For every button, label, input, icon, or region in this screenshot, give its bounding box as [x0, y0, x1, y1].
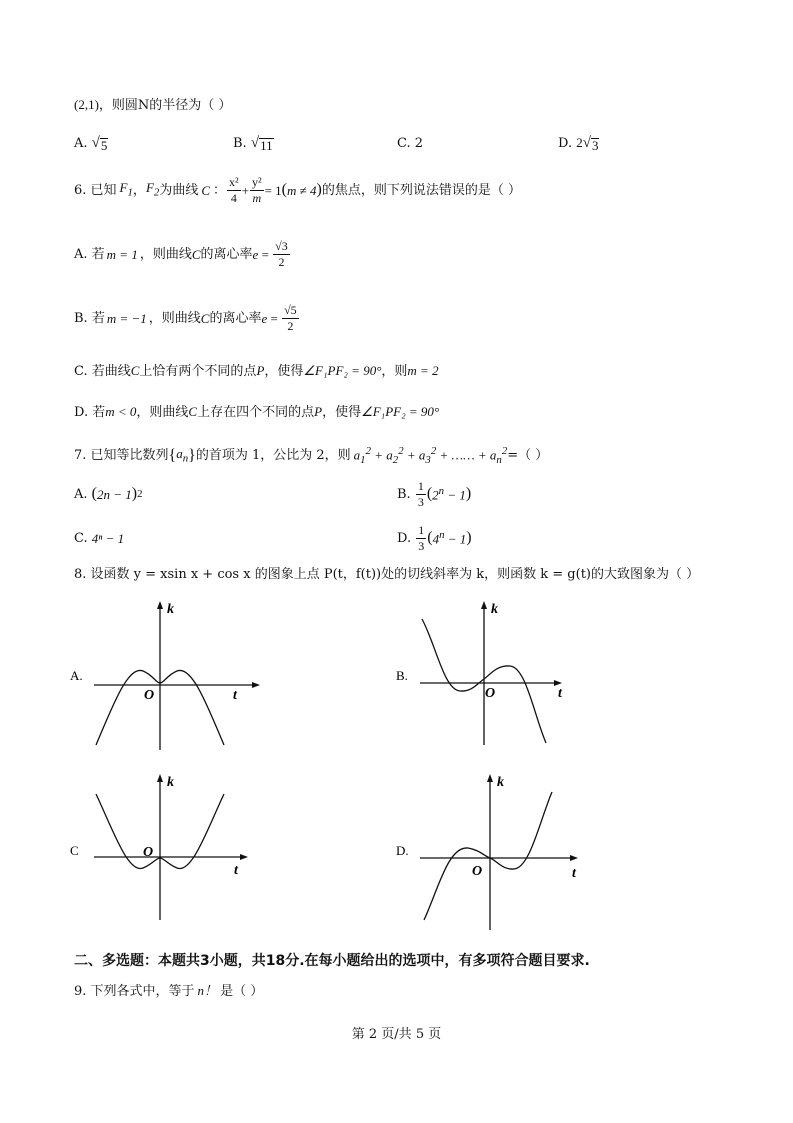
q7-option-a[interactable]: A. ( 2n − 1 ) 2 [74, 485, 143, 502]
graph-c-axis-t: t [234, 863, 238, 878]
graph-b-axis-t: t [558, 686, 562, 701]
q5-tail [74, 98, 231, 112]
graph-d-origin: O [472, 864, 483, 879]
q6-frac-x: $\frac{\text{x²}}{4}$ [229, 175, 239, 205]
graph-b-origin: O [485, 686, 496, 701]
q6-frac-y: $\frac{\text{y²}}{m}$ [251, 175, 262, 205]
graph-c[interactable] [68, 770, 268, 930]
q7-stem: 7. 已知等比数列 { $a_n$ } 的首项为 1，公比为 2，则 $a_1^2 + a_2^2 + a_3^2$ + …… + $a_n^2$ =（ ） [74, 445, 549, 466]
graph-c-origin: O [143, 845, 154, 860]
sqrt-11: √ 11 [250, 135, 273, 153]
q7-option-d[interactable]: D. $\frac{1}{3}$ ( $4^n - 1$ ) [397, 523, 472, 553]
q5-point: (2,1) [74, 97, 99, 112]
graph-a-label: A. [70, 668, 83, 683]
q7-option-c[interactable]: C. 4ⁿ − 1 [74, 531, 125, 546]
q5-option-c[interactable]: C. 2 [397, 136, 424, 151]
sqrt-3: √ 3 [582, 135, 599, 153]
graph-d-axis-t: t [572, 866, 576, 881]
q5-text: ，则圆N的半径为（ ） [98, 98, 232, 113]
q6-a-ecc: $\frac{√3}{2}$ [275, 239, 288, 269]
q7-option-b[interactable]: B. $\frac{1}{3}$ ( $2^n - 1$ ) [397, 479, 472, 509]
graph-d-curve [424, 792, 552, 920]
graph-d[interactable] [394, 770, 594, 935]
page-footer: 第 2 页/共 5 页 [351, 1027, 442, 1042]
section-2-header: 二、多选题：本题共3小题，共18分.在每小题给出的选项中，有多项符合题目要求. [74, 953, 590, 969]
graph-a-origin: O [144, 688, 155, 703]
graph-b-axis-k: k [491, 602, 498, 617]
graph-a-axis-t: t [233, 688, 237, 703]
q6-option-c[interactable]: C. 若曲线C上恰有两个不同的点P，使得∠F₁PF₂ = 90°，则m = 2 [74, 363, 439, 379]
graph-d-label: D. [396, 843, 409, 858]
q8-stem: 8. 设函数 y = xsin x + cos x 的图象上点 P(t，f(t))处的切线斜率为 k，则函数 k = g(t)的大致图象为（ ） [74, 567, 700, 582]
graph-d-axis-k: k [497, 775, 504, 790]
q5-option-a[interactable]: A. √ 5 [74, 135, 108, 153]
q5-option-b[interactable]: B. √ 11 [233, 135, 273, 153]
q6-option-d[interactable]: D. 若m < 0，则曲线C上存在四个不同的点P，使得∠F₁PF₂ = 90° [74, 404, 440, 420]
q5-option-d[interactable]: D. 2 √ 3 [558, 135, 599, 153]
q6-option-a[interactable]: A. 若 m = 1 ，则曲线 C 的离心率 e = $\frac{√3}{2}$ [74, 239, 288, 269]
graph-c-axis-k: k [167, 775, 174, 790]
graph-a-axis-k: k [167, 602, 174, 617]
graph-b[interactable] [394, 595, 594, 755]
graph-b-label: B. [396, 668, 408, 683]
q6-option-b[interactable]: B. 若 m = −1 ，则曲线 C 的离心率 e = $\frac{√5}{2}$ [74, 303, 297, 333]
sqrt-5: √ 5 [91, 135, 108, 153]
q6-stem: 6. 已知 $F_1$ ， $F_2$ 为曲线 C ： $\frac{\text{x²}}{4}$ + $\frac{\text{y²}}{m}$ = 1 ( m ≠ 4 ) 的焦点，则下列说法错误的是（ ） [74, 175, 521, 205]
graph-a[interactable] [68, 595, 268, 755]
q6-b-ecc: $\frac{√5}{2}$ [284, 303, 297, 333]
graph-c-label: C [70, 843, 79, 858]
q9-stem: 9. 下列各式中，等于 n！ 是（ ） [74, 983, 264, 999]
